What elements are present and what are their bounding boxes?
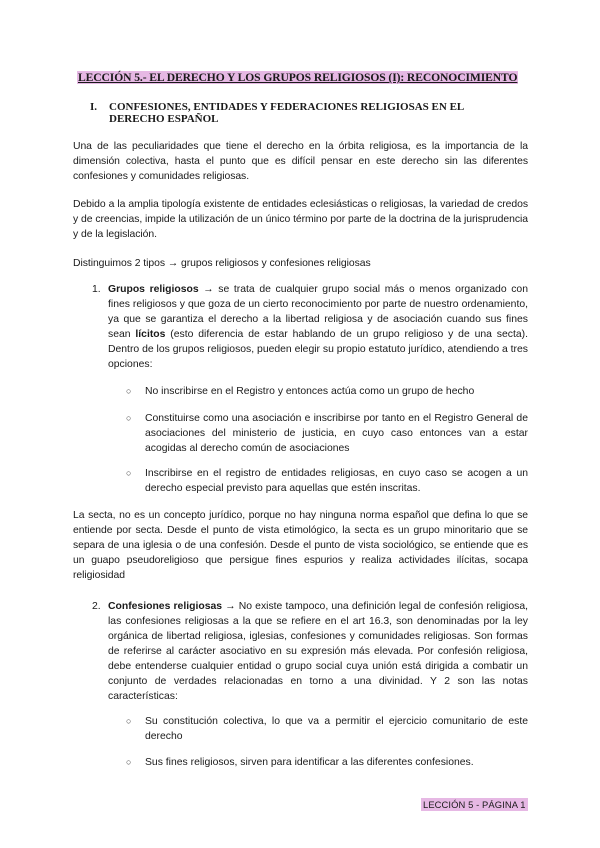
item-1-text-a: → se trata de cualquier grupo social más o menos organizado con fines religiosos y que goza de un cierto reconocimiento por parte de nuestro ordenamiento, ya que se garantiza el derecho a la libertad religiosa y de asociación cuando sus fines sean [108, 284, 528, 340]
item-2-note-2: Sus fines religiosos, sirven para identificar a las diferentes confesiones. [145, 757, 474, 768]
section-heading-text: CONFESIONES, ENTIDADES Y FEDERACIONES RELIGIOSAS EN EL DERECHO ESPAÑOL [109, 101, 464, 125]
item-2-text: → No existe tampoco, una definición legal de confesión religiosa, las confesiones religiosas a la que se refiere en el art 16.3, son denominadas por la ley orgánica de libertad religiosa, iglesias, confesiones y comunidades religiosas. Son formas de referirse al carácter asociativo en su expresión más elevada. Por confesión religiosa, debe entenderse cualquier entidad o grupo social cuya unión está dirigida a combatir un conjunto de verdades relacionadas en torno a una divinidad. Y 2 son las notas características: [108, 601, 528, 702]
paragraph-distinction: Distinguimos 2 tipos → grupos religiosos y confesiones religiosas [73, 258, 371, 269]
item-2-term: Confesiones religiosas [108, 601, 223, 612]
item-1-option-3: Inscribirse en el registro de entidades religiosas, en cuyo caso se acogen a un derecho especial previsto para aquellas que estén inscritas. [145, 468, 528, 494]
bullet-circle-icon: ○ [126, 386, 132, 396]
bullet-circle-icon: ○ [126, 716, 132, 726]
paragraph-intro: Una de las peculiaridades que tiene el derecho en la órbita religiosa, es la importancia de la dimensión colectiva, hasta el punto que es difícil pensar en este derecho sin las diferentes confesiones y comunidades religiosas. [73, 141, 528, 182]
bullet-circle-icon: ○ [126, 413, 132, 423]
lesson-title-text: LECCIÓN 5.- EL DERECHO Y LOS GRUPOS RELIGIOSOS (I): RECONOCIMIENTO [78, 71, 518, 84]
item-2-number: 2. [92, 601, 101, 612]
item-1-text-b: (esto diferencia de estar hablando de un grupo religioso y de una secta). Dentro de los grupos religiosos, pueden elegir su propio estatuto jurídico, atendiendo a tres opciones: [108, 329, 528, 370]
bullet-circle-icon: ○ [126, 468, 132, 478]
item-1-term: Grupos religiosos [108, 284, 199, 295]
paragraph-typology: Debido a la amplia tipología existente de entidades eclesiásticas o religiosas, la variedad de credos y de creencias, impide la utilización de un único término por parte de la doctrina de la jurisprudencia y de la legislación. [73, 199, 528, 240]
item-1-number: 1. [92, 284, 101, 295]
page-footer: LECCIÓN 5 - PÁGINA 1 [423, 799, 526, 810]
bullet-circle-icon: ○ [126, 757, 132, 767]
section-number: I. [90, 101, 98, 113]
lesson-title [77, 71, 527, 84]
item-2-note-1: Su constitución colectiva, lo que va a permitir el ejercicio comunitario de este derecho [145, 716, 528, 742]
item-1-body [108, 282, 528, 372]
item-1-bold-word: lícitos [135, 329, 166, 340]
item-1-option-1: No inscribirse en el Registro y entonces actúa como un grupo de hecho [145, 386, 475, 397]
item-1-option-2: Constituirse como una asociación e inscribirse por tanto en el Registro General de asociaciones del ministerio de justicia, en cuyo caso entonces van a estar acogidas al derecho común de asociaciones [145, 413, 528, 454]
item-2-body [108, 599, 528, 704]
paragraph-secta: La secta, no es un concepto jurídico, porque no hay ninguna norma español que defina lo que se entiende por secta. Desde el punto de vista etimológico, la secta es un grupo minoritario que se separa de una iglesia o de una confesión. Desde el punto de vista sociológico, se entiende que es un guapo pseudoreligioso que persigue fines espurios y realiza actividades ilícitas, socapa religiosidad [73, 510, 528, 581]
